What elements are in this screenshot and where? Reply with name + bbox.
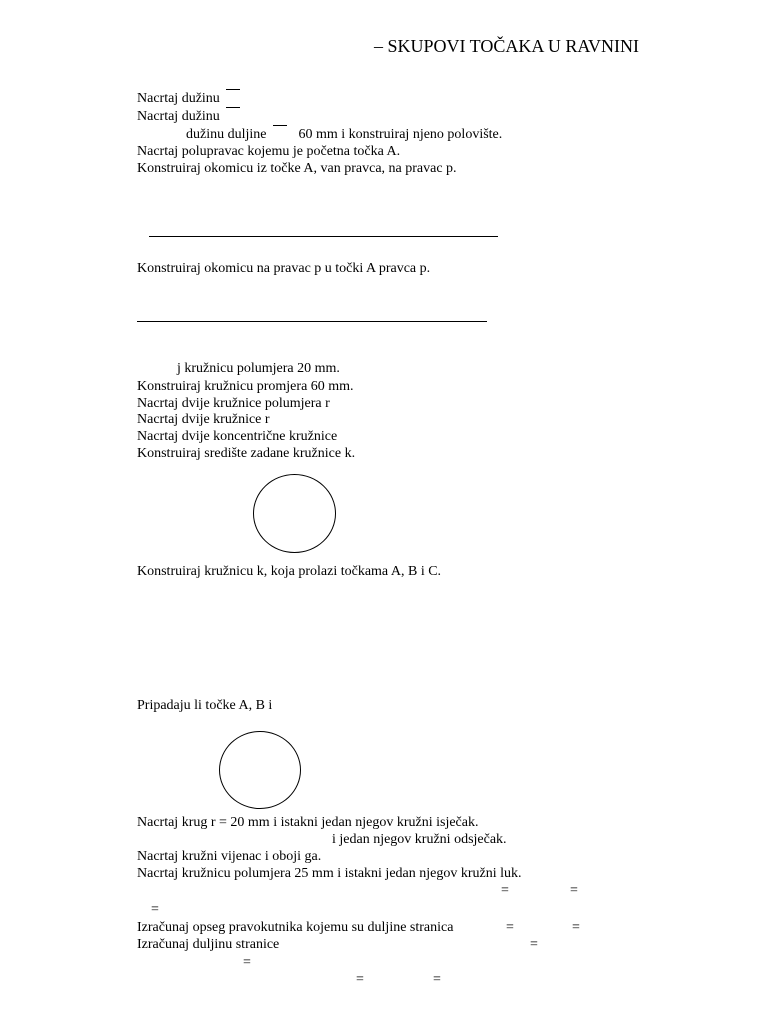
equals-sign: =	[570, 883, 578, 898]
task-line: j kružnicu polumjera 20 mm.	[177, 361, 340, 376]
segment-overline	[273, 125, 287, 126]
task-line: i jedan njegov kružni odsječak.	[332, 832, 507, 847]
task-text: 60 mm i konstruiraj njeno polovište.	[298, 127, 503, 142]
task-line: Nacrtaj dvije kružnice r	[137, 412, 270, 427]
equals-sign: =	[530, 937, 538, 952]
task-line: Konstruiraj kružnicu promjera 60 mm.	[137, 379, 354, 394]
task-line	[186, 127, 502, 143]
task-text: Nacrtaj dužinu	[137, 91, 220, 106]
task-line: Nacrtaj kružnicu polumjera 25 mm i istakni jedan njegov kružni luk.	[137, 866, 522, 881]
task-line: Nacrtaj dvije kružnice polumjera r	[137, 396, 330, 411]
segment-overline	[226, 107, 240, 108]
line-p	[149, 236, 498, 237]
task-line: Izračunaj opseg pravokutnika kojemu su duljine stranica	[137, 920, 454, 935]
equals-sign: =	[506, 920, 514, 935]
task-line: Nacrtaj polupravac kojemu je početna točka A.	[137, 144, 401, 159]
circle-k	[219, 731, 301, 809]
equals-sign: =	[356, 972, 364, 987]
task-line: Konstruiraj okomicu iz točke A, van pravca, na pravac p.	[137, 161, 457, 176]
segment-overline	[226, 89, 240, 90]
task-line: Nacrtaj dvije koncentrične kružnice	[137, 429, 338, 444]
task-text: Nacrtaj dužinu	[137, 109, 220, 124]
task-line	[137, 109, 240, 125]
page-title: – SKUPOVI TOČAKA U RAVNINI	[374, 36, 640, 56]
task-line: Konstruiraj okomicu na pravac p u točki A pravca p.	[137, 261, 431, 276]
task-text: dužinu duljine	[186, 127, 267, 142]
circle-k	[253, 474, 336, 553]
task-line	[137, 91, 240, 107]
task-line: Izračunaj duljinu stranice	[137, 937, 280, 952]
task-line: Nacrtaj krug r = 20 mm i istakni jedan njegov kružni isječak.	[137, 815, 479, 830]
equals-sign: =	[433, 972, 441, 987]
equals-sign: =	[243, 955, 251, 970]
equals-sign: =	[501, 883, 509, 898]
equals-sign: =	[572, 920, 580, 935]
equals-sign: =	[151, 902, 159, 917]
task-line: Nacrtaj kružni vijenac i oboji ga.	[137, 849, 322, 864]
task-line: Pripadaju li točke A, B i	[137, 698, 273, 713]
task-line: Konstruiraj kružnicu k, koja prolazi točkama A, B i C.	[137, 564, 442, 579]
task-line: Konstruiraj središte zadane kružnice k.	[137, 446, 356, 461]
line-p	[137, 321, 487, 322]
